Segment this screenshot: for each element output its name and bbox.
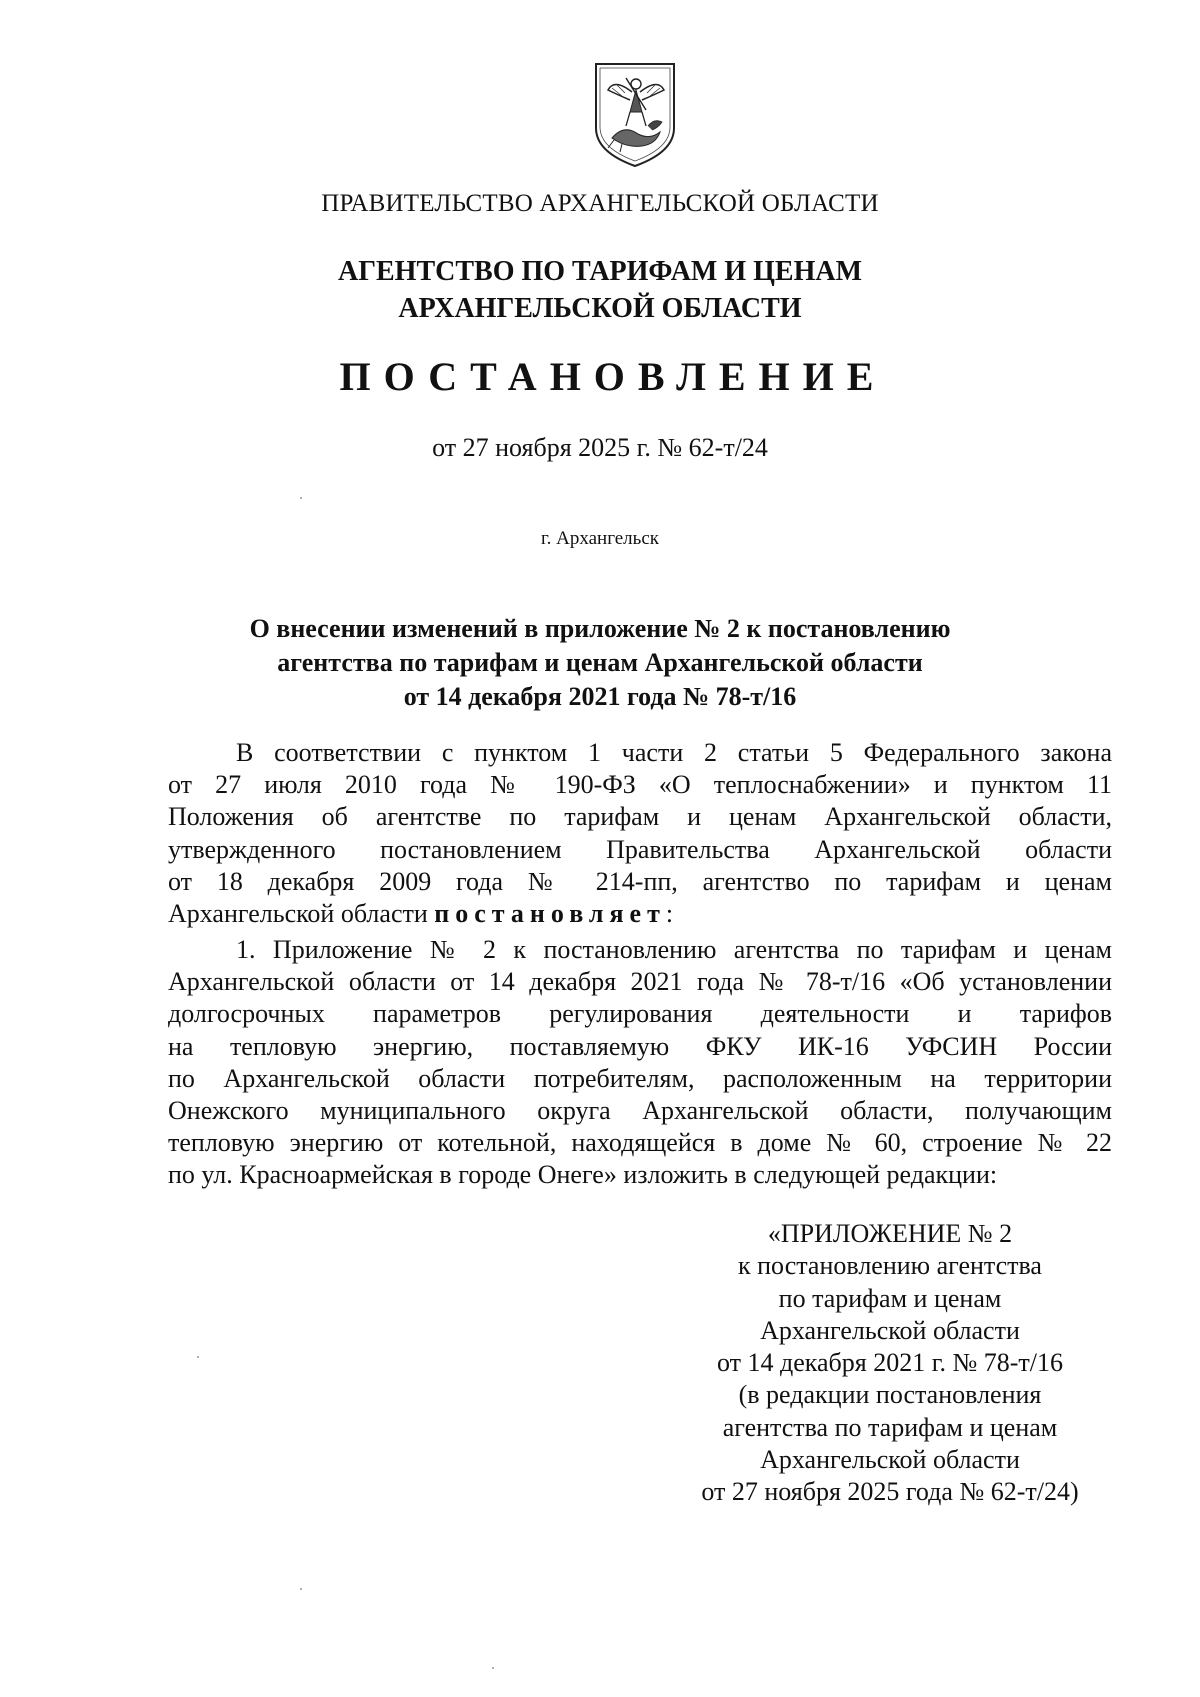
- arkhangelsk-coat-of-arms-icon: [592, 60, 678, 170]
- appendix-line: к постановлению агентства: [738, 1251, 1042, 1281]
- clause-line: долгосрочных параметров регулирования деятельности и тарифов: [168, 999, 1112, 1029]
- subject-line2: агентства по тарифам и ценам Архангельской области: [277, 648, 923, 677]
- preamble-last-prefix: Архангельской области: [168, 899, 435, 929]
- government-name: ПРАВИТЕЛЬСТВО АРХАНГЕЛЬСКОЙ ОБЛАСТИ: [321, 190, 879, 217]
- preamble-line: от 27 июля 2010 года № 190-ФЗ «О теплоснабжении» и пунктом 11: [168, 770, 1112, 800]
- scan-speck: [197, 1356, 199, 1358]
- resolves-word: постановляет: [434, 899, 666, 929]
- appendix-line: от 14 декабря 2021 г. № 78-т/16: [716, 1348, 1064, 1378]
- document-type-title: ПОСТАНОВЛЕНИЕ: [339, 354, 887, 399]
- clause-line: тепловую энергию от котельной, находящейся в доме № 60, строение № 22: [168, 1128, 1112, 1158]
- scan-speck: [300, 497, 302, 499]
- preamble-line: от 18 декабря 2009 года № 214-пп, агентство по тарифам и ценам: [168, 866, 1112, 896]
- preamble-line: утвержденного постановлением Правительства Архангельской области: [168, 834, 1112, 864]
- preamble-last-line: [168, 898, 1112, 930]
- clause-line: Архангельской области от 14 декабря 2021 года № 78-т/16 «Об установлении: [168, 967, 1112, 997]
- clause-line: 1. Приложение № 2 к постановлению агентства по тарифам и ценам: [236, 935, 1112, 964]
- subject-line3: от 14 декабря 2021 года № 78-т/16: [403, 682, 797, 711]
- scan-speck: [300, 1588, 302, 1590]
- preamble-line: Положения об агентстве по тарифам и ценам Архангельской области,: [168, 802, 1112, 832]
- preamble-paragraph: [168, 737, 1112, 930]
- subject-line1: О внесении изменений в приложение № 2 к постановлению: [249, 614, 951, 643]
- appendix-line: агентства по тарифам и ценам: [722, 1412, 1058, 1442]
- appendix-line: (в редакции постановления: [738, 1380, 1042, 1410]
- appendix-line: Архангельской области: [760, 1445, 1020, 1475]
- appendix-line: Архангельской области: [760, 1315, 1020, 1345]
- scan-speck: [492, 1667, 494, 1669]
- appendix-line: от 27 ноября 2025 года № 62-т/24): [701, 1477, 1079, 1507]
- agency-name-line2: АРХАНГЕЛЬСКОЙ ОБЛАСТИ: [398, 293, 802, 324]
- clause-1-paragraph: [168, 934, 1112, 1192]
- document-date-number: от 27 ноября 2025 г. № 62-т/24: [432, 433, 768, 462]
- appendix-header-block: [680, 1218, 1100, 1509]
- clause-line: на тепловую энергию, поставляемую ФКУ ИК-16 УФСИН России: [168, 1031, 1112, 1061]
- appendix-line: по тарифам и ценам: [778, 1283, 1002, 1313]
- clause-line: Онежского муниципального округа Архангельской области, получающим: [168, 1096, 1112, 1126]
- document-city: г. Архангельск: [540, 528, 659, 549]
- agency-name: [0, 253, 1200, 327]
- document-subject: [0, 612, 1200, 714]
- clause-line: по Архангельской области потребителям, расположенным на территории: [168, 1063, 1112, 1093]
- agency-name-line1: АГЕНТСТВО ПО ТАРИФАМ И ЦЕНАМ: [337, 256, 863, 287]
- preamble-last-suffix: :: [665, 899, 674, 929]
- preamble-line: В соответствии с пунктом 1 части 2 статьи 5 Федерального закона: [236, 738, 1112, 767]
- appendix-line: «ПРИЛОЖЕНИЕ № 2: [767, 1219, 1013, 1248]
- clause-line: по ул. Красноармейская в городе Онеге» изложить в следующей редакции:: [168, 1160, 998, 1190]
